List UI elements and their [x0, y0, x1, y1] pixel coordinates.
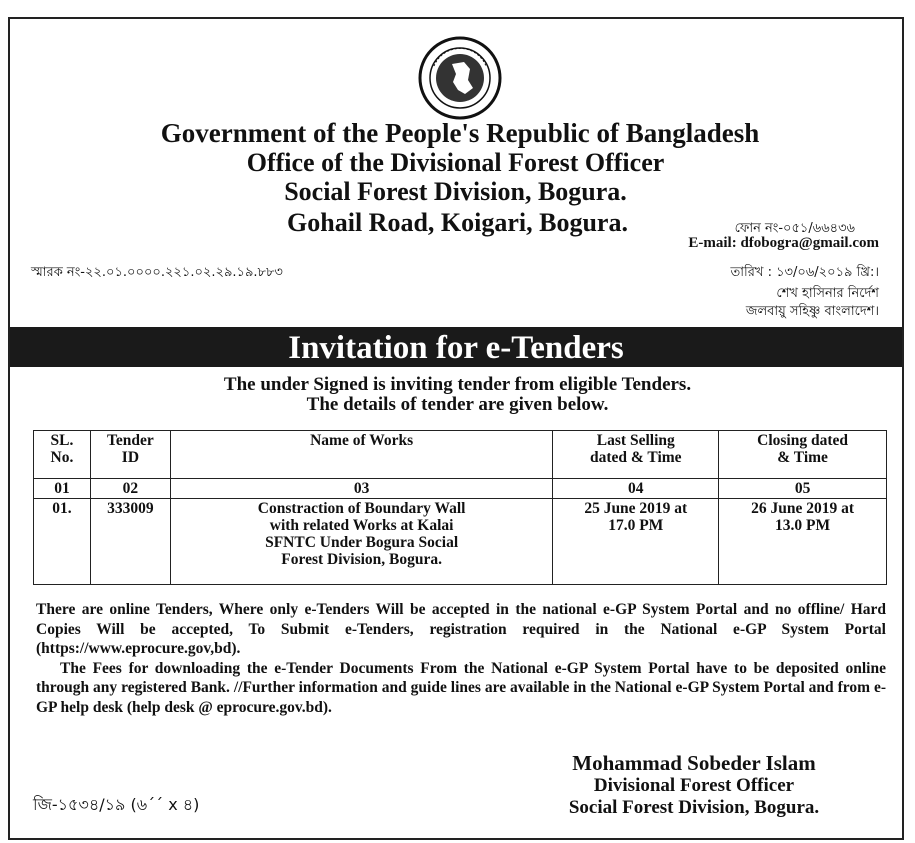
phone-number: ফোন নং-০৫১/৬৬৪৩৬	[734, 221, 855, 236]
slogan-line-2: জলবায়ু সহিষ্ণু বাংলাদেশ।	[745, 304, 879, 319]
table-row	[34, 499, 887, 585]
header-division: Social Forest Division, Bogura.	[284, 177, 627, 206]
row-name-of-works: Constraction of Boundary Wall with related Works at Kalai SFNTC Under Bogura Social Forest Division, Bogura.	[170, 499, 552, 585]
memo-number: স্মারক নং-২২.০১.০০০০.২২১.০২.২৯.১৯.৮৮৩	[31, 265, 283, 280]
header-office: Office of the Divisional Forest Officer	[246, 148, 665, 177]
signatory-name: Mohammad Sobeder Islam	[572, 751, 816, 775]
header-government: Government of the People's Republic of Bangladesh	[160, 118, 760, 148]
number-cell: 04	[553, 479, 719, 499]
header-name-of-works: Name of Works	[170, 431, 552, 479]
header-sl: SL. No.	[34, 431, 91, 479]
email-address: E-mail: dfobogra@gmail.com	[688, 235, 879, 251]
tender-table	[33, 430, 887, 585]
header-address: Gohail Road, Koigari, Bogura.	[287, 208, 628, 237]
notice-date: তারিখ : ১৩/০৬/২০১৯ খ্রি:।	[730, 265, 879, 280]
government-seal-icon	[418, 36, 502, 120]
table-header-row	[34, 431, 887, 479]
number-cell: 03	[170, 479, 552, 499]
table-number-row	[34, 479, 887, 499]
header-tender-id: Tender ID	[90, 431, 170, 479]
signatory-division: Social Forest Division, Bogura.	[568, 797, 820, 818]
slogan	[746, 285, 879, 321]
paragraph-online-tenders: There are online Tenders, Where only e-Tenders Will be accepted in the national e-GP System Portal and no offline/ Hard Copies Will be accepted, To Submit e-Tenders, registration required in the National e-GP System Portal (https://www.eprocure.gov,bd).	[36, 601, 886, 657]
signatory-title: Divisional Forest Officer	[593, 775, 795, 796]
number-cell: 02	[90, 479, 170, 499]
number-cell: 05	[719, 479, 887, 499]
row-last-selling: 25 June 2019 at 17.0 PM	[553, 499, 719, 585]
header-closing: Closing dated & Time	[719, 431, 887, 479]
intro-line-1: The under Signed is inviting tender from eligible Tenders.	[223, 374, 692, 395]
intro-text	[0, 375, 915, 415]
header-last-selling: Last Selling dated & Time	[553, 431, 719, 479]
slogan-line-1: শেখ হাসিনার নির্দেশ	[776, 286, 879, 301]
intro-line-2: The details of tender are given below.	[306, 394, 609, 415]
signature-block	[529, 751, 859, 819]
row-tender-id: 333009	[90, 499, 170, 585]
advertisement-reference: জি-১৫৩৪/১৯ (৬´´ x ৪)	[33, 795, 200, 814]
banner-title: Invitation for e-Tenders	[10, 327, 902, 367]
row-sl: 01.	[34, 499, 91, 585]
number-cell: 01	[34, 479, 91, 499]
body-text	[36, 600, 886, 717]
paragraph-fees: The Fees for downloading the e-Tender Documents From the National e-GP System Portal have to be deposited online through any registered Bank. //Further information and guide lines are available in the National e-GP System Portal and from e-GP help desk (help desk @ eprocure.gov.bd).	[36, 659, 886, 716]
row-closing: 26 June 2019 at 13.0 PM	[719, 499, 887, 585]
